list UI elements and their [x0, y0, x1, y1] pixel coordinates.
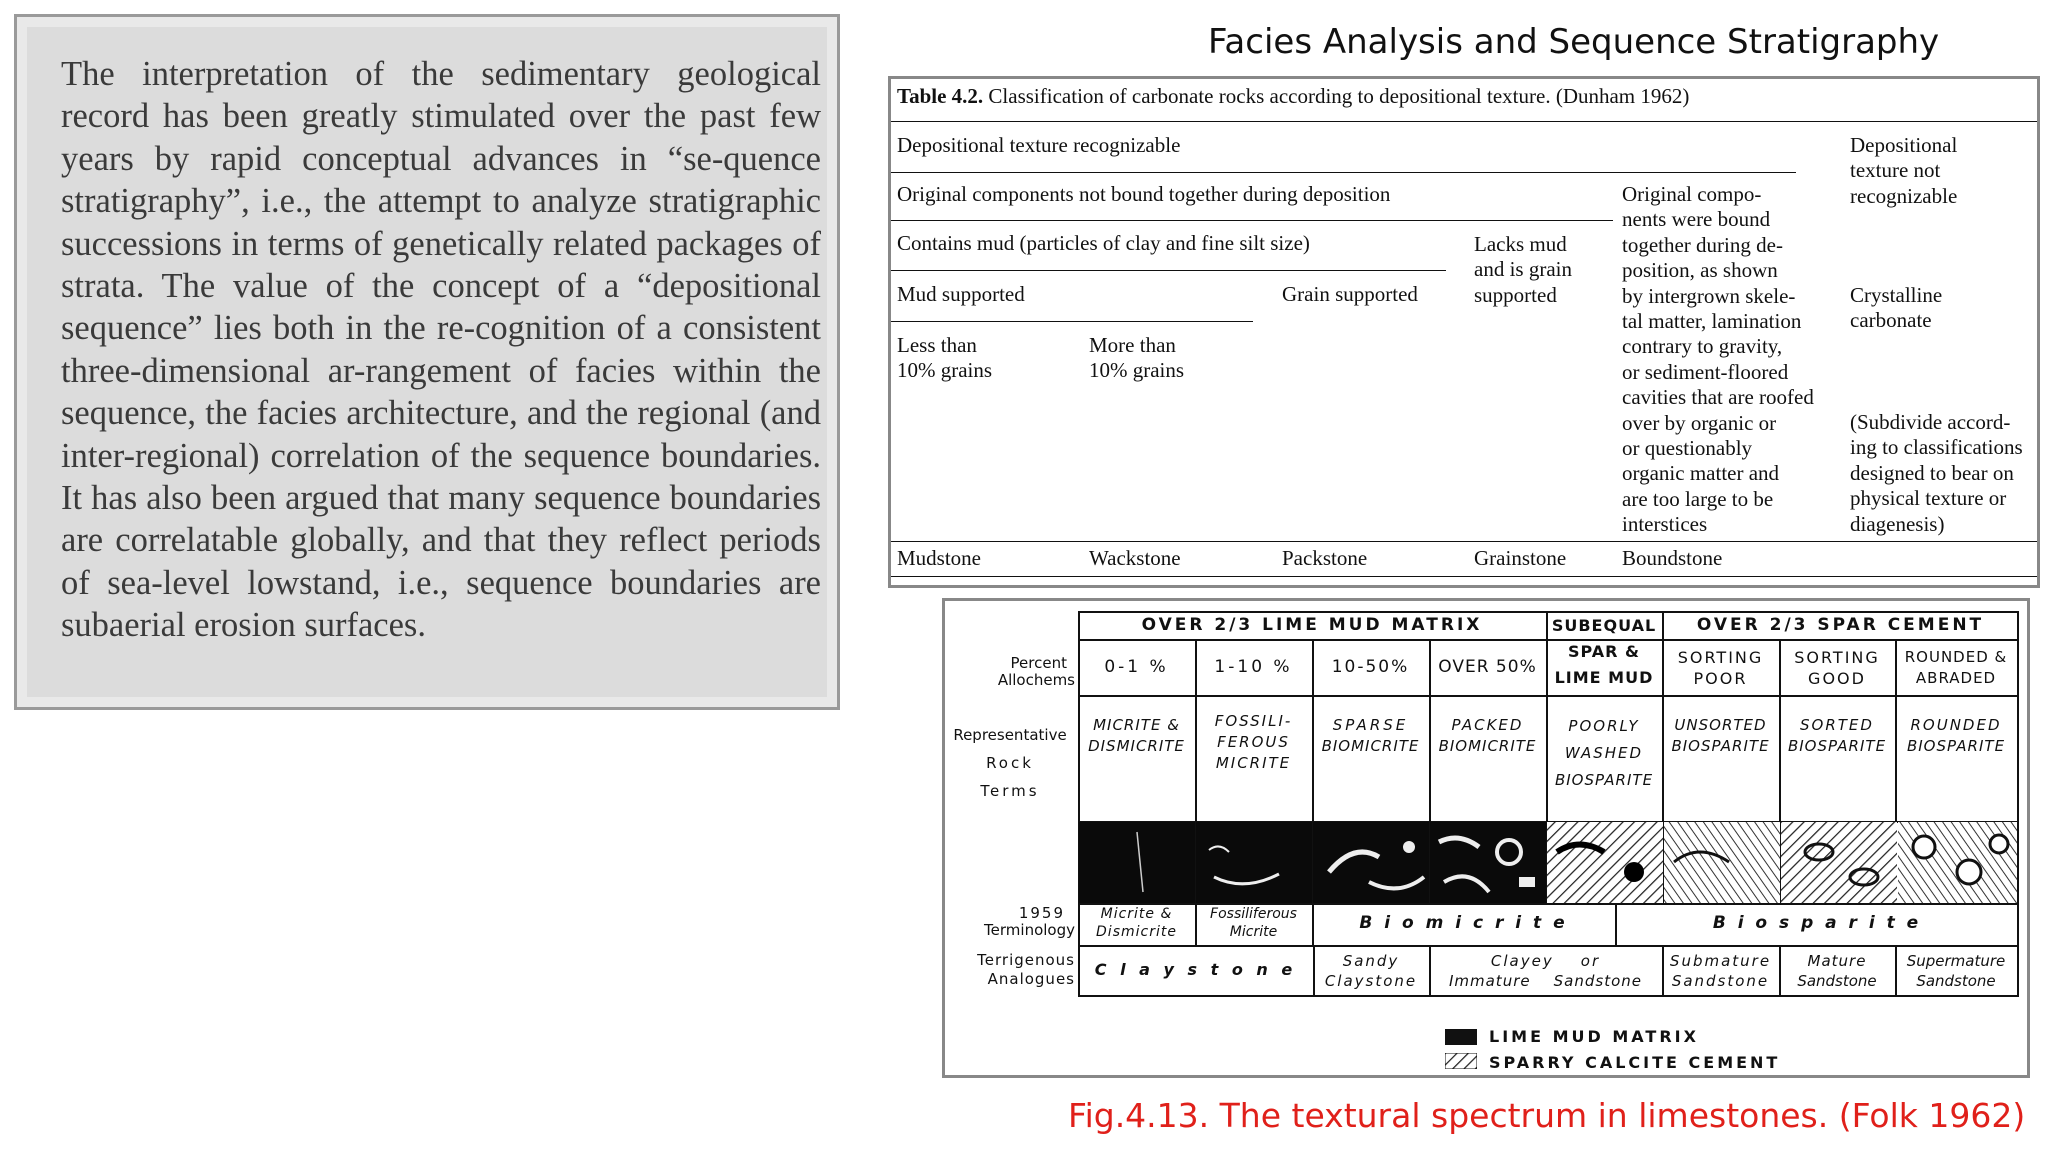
rule [891, 576, 2037, 577]
legend-lime-mud-swatch [1445, 1029, 1477, 1045]
lacks-mud: Lacks mud and is grain supported [1474, 232, 1572, 307]
term-sparse-biomicrite: SPARSE BIOMICRITE [1321, 716, 1420, 755]
texture-sorted [1781, 822, 1897, 903]
less-than-10-grains: Less than 10% grains [897, 333, 993, 383]
percent-1-10: 1-10 % [1214, 657, 1293, 677]
dunham-classification-table [888, 76, 2040, 588]
rule [891, 172, 1796, 173]
legend-sparry-label: SPARRY CALCITE CEMENT [1489, 1053, 1781, 1072]
row-label-1959: 1959 Terminology [984, 904, 1075, 939]
texture-unsorted [1664, 822, 1780, 903]
terr-supermature: Supermature Sandstone [1906, 952, 2006, 990]
percent-0-1: 0-1 % [1104, 657, 1169, 677]
header-lime-mud: OVER 2/3 LIME MUD MATRIX [1141, 615, 1483, 635]
row-label-rep-terms: Representative Rock Terms [953, 726, 1067, 800]
term1959-biomicrite: B i o m i c r i t e [1359, 913, 1568, 933]
page-title: Facies Analysis and Sequence Stratigraphy [1208, 22, 1940, 62]
rule [891, 321, 1253, 322]
subdivide-note: (Subdivide accord- ing to classifications designed to bear on physical texture or diagenesis) [1850, 410, 2023, 536]
excerpt-paragraph: The interpretation of the sedimentary geological record has been greatly stimulated over the past few years by rapid conceptual advances in “se-quence stratigraphy”, i.e., the attempt to analyze stratigraphic successions in terms of genetically related packages of strata. The value of the concept of a “depositional sequence” lies both in the re-cognition of a consistent three-dimensional ar-rangement of facies within the sequence, the facies architecture, and the regional (and inter-regional) correlation of the sequence boundaries. It has also been argued that many sequence boundaries are correlatable globally, and that they reflect periods of sea-level lowstand, i.e., sequence boundaries are subaerial erosion surfaces. [61, 55, 821, 645]
crystalline-carbonate: Crystalline carbonate [1850, 283, 1943, 333]
term1959-micrite: Micrite & Dismicrite [1096, 906, 1177, 940]
rule [891, 270, 1446, 271]
percent-10-50: 10-50% [1331, 657, 1410, 677]
components-not-bound: Original components not bound together during deposition [897, 182, 1391, 206]
name-boundstone: Boundstone [1622, 546, 1723, 570]
term-sorted-biosparite: SORTED BIOSPARITE [1787, 716, 1887, 755]
term1959-fossiliferous: Fossiliferous Micrite [1210, 906, 1297, 940]
sorting-poor: SORTING POOR [1677, 648, 1764, 688]
text-excerpt-panel [14, 14, 840, 710]
term-poorly-washed-biosparite: POORLY WASHED BIOSPARITE [1554, 717, 1654, 789]
name-packstone: Packstone [1282, 546, 1368, 570]
folk-textural-spectrum-figure [942, 598, 2030, 1078]
header-spar-cement: OVER 2/3 SPAR CEMENT [1696, 615, 1985, 635]
grid-line [1078, 945, 2019, 947]
mud-supported: Mud supported [897, 282, 1025, 306]
terr-submature: Submature Sandstone [1669, 952, 1772, 990]
grain-supported: Grain supported [1282, 282, 1418, 306]
contains-mud: Contains mud (particles of clay and fine silt size) [897, 231, 1310, 255]
grid-line [1078, 995, 2019, 997]
terr-claystone: C l a y s t o n e [1094, 960, 1297, 979]
texture-fossiliferous-micrite [1196, 822, 1312, 903]
rule [891, 541, 2037, 542]
term-rounded-biosparite: ROUNDED BIOSPARITE [1906, 716, 2006, 755]
legend-lime-mud-label: LIME MUD MATRIX [1489, 1027, 1699, 1046]
percent-over-50: OVER 50% [1438, 657, 1537, 677]
row-label-percent: Percent Allochems [997, 654, 1075, 689]
terr-sandy-claystone: Sandy Claystone [1324, 952, 1418, 990]
legend-sparry-swatch [1445, 1053, 1477, 1069]
grid-line [1078, 695, 2019, 697]
name-grainstone: Grainstone [1474, 546, 1567, 570]
rule [891, 121, 2037, 122]
name-wackstone: Wackstone [1089, 546, 1181, 570]
name-mudstone: Mudstone [897, 546, 981, 570]
texture-recognizable: Depositional texture recognizable [897, 133, 1181, 157]
rounded-abraded: ROUNDED & ABRADED [1904, 648, 2008, 687]
rule [891, 220, 1613, 221]
texture-illustration-strip [1079, 822, 2017, 903]
terr-mature: Mature Sandstone [1797, 952, 1877, 990]
grid-line [2017, 611, 2019, 995]
texture-not-recognizable: Depositional texture not recognizable [1850, 133, 1958, 208]
more-than-10-grains: More than 10% grains [1089, 333, 1185, 383]
table-caption [897, 84, 1689, 109]
table-caption-text: Classification of carbonate rocks according to depositional texture. (Dunham 1962) [988, 84, 1690, 108]
header-subequal: SUBEQUAL SPAR & LIME MUD [1551, 616, 1657, 687]
sorting-good: SORTING GOOD [1794, 648, 1880, 688]
table-label: Table 4.2. [897, 84, 984, 108]
terr-clayey-immature: Clayey or Immature Sandstone [1448, 952, 1643, 990]
term-unsorted-biosparite: UNSORTED BIOSPARITE [1671, 716, 1770, 755]
texture-sparse-biomicrite [1313, 822, 1429, 903]
row-label-terrigenous: Terrigenous Analogues [977, 951, 1075, 988]
term-fossiliferous-micrite: FOSSILI- FEROUS MICRITE [1214, 712, 1293, 772]
term-packed-biomicrite: PACKED BIOMICRITE [1438, 716, 1537, 755]
term-micrite-dismicrite: MICRITE & DISMICRITE [1088, 716, 1185, 755]
term1959-biosparite: B i o s p a r i t e [1712, 913, 1922, 933]
figure-caption: Fig.4.13. The textural spectrum in limestones. (Folk 1962) [1068, 1096, 2026, 1135]
components-bound: Original compo- nents were bound together during de- position, as shown by intergrown skele- tal matter, lamination contrary to gravity, or sediment-floored cavities that are roofed over by organic or or questionably organic matter and are too large to be interstices [1622, 182, 1814, 537]
texture-poorly-washed [1547, 822, 1663, 903]
